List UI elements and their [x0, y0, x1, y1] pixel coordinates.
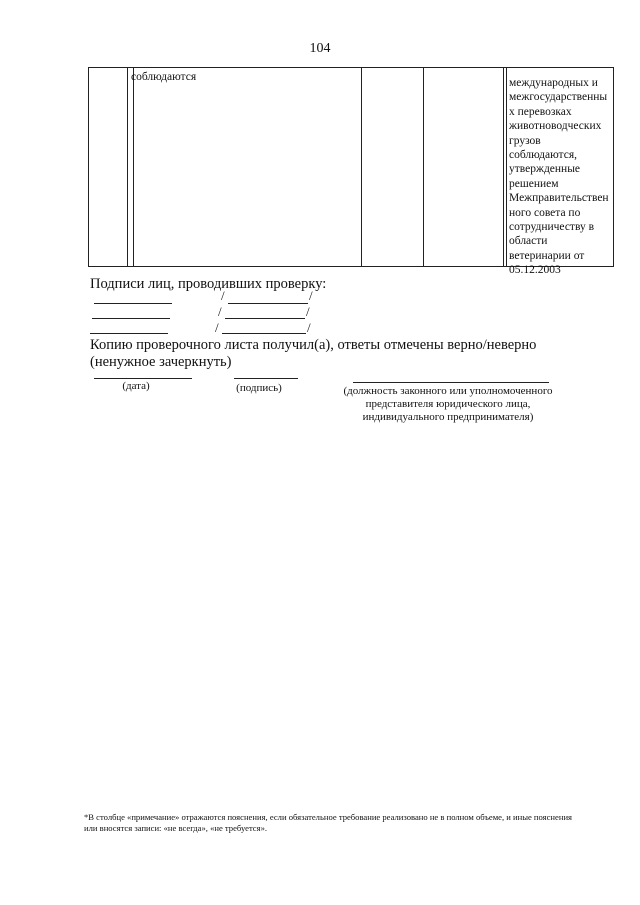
- text-line: области: [509, 235, 548, 248]
- name-line: [92, 318, 170, 319]
- text-line: Межправительствен: [509, 192, 609, 205]
- slash-open: /: [218, 304, 222, 319]
- checklist-table: [88, 67, 614, 277]
- signature-line: [228, 303, 308, 304]
- page-number: 104: [309, 41, 331, 56]
- table-divider: [361, 68, 362, 266]
- table-divider: [423, 68, 424, 266]
- slash-close: /: [307, 320, 311, 335]
- text-line: ветеринарии от: [509, 249, 585, 262]
- signature-line: [225, 318, 305, 319]
- text-line: животноводческих: [509, 120, 602, 133]
- slash-open: /: [221, 288, 225, 303]
- date-caption: (дата): [122, 380, 150, 392]
- text-line: соблюдаются,: [509, 149, 577, 162]
- table-divider: [127, 68, 128, 266]
- name-line: [94, 303, 172, 304]
- footnote: *В столбце «примечание» отражаются пояснения, если обязательное требование реализовано не в полном объеме, и иные пояснения или вносятся записи: «не всегда», «не требуется».: [84, 812, 572, 833]
- table-divider: [503, 68, 507, 266]
- table-divider: [133, 68, 134, 266]
- requirement-status-cell: соблюдаются: [131, 71, 197, 83]
- signature-line: [234, 378, 298, 379]
- slash-close: /: [306, 304, 310, 319]
- name-line: [90, 333, 168, 334]
- text-line: решением: [509, 177, 559, 190]
- position-line: [353, 382, 549, 383]
- date-line: [94, 378, 192, 379]
- text-line: межгосударственны: [509, 91, 608, 104]
- slash-open: /: [215, 320, 219, 335]
- text-line: грузов: [509, 134, 541, 147]
- receipt-statement: Копию проверочного листа получил(а), ответы отмечены верно/неверно (ненужное зачеркнуть): [90, 337, 537, 370]
- text-line: 05.12.2003: [509, 264, 561, 277]
- text-line: сотрудничеству в: [509, 221, 595, 234]
- requirement-text-cell: [509, 76, 617, 278]
- text-line: международных и: [509, 77, 598, 89]
- text-line: утвержденные: [509, 163, 581, 176]
- signature-line: [222, 333, 306, 334]
- text-line: ного совета по: [509, 206, 581, 219]
- text-line: х перевозках: [509, 105, 572, 118]
- position-caption: (должность законного или уполномоченного представителя юридического лица, индивидуального предпринимателя): [343, 385, 553, 423]
- signatures-heading: Подписи лиц, проводивших проверку:: [90, 276, 327, 292]
- signature-caption: (подпись): [236, 382, 282, 394]
- slash-close: /: [309, 288, 313, 303]
